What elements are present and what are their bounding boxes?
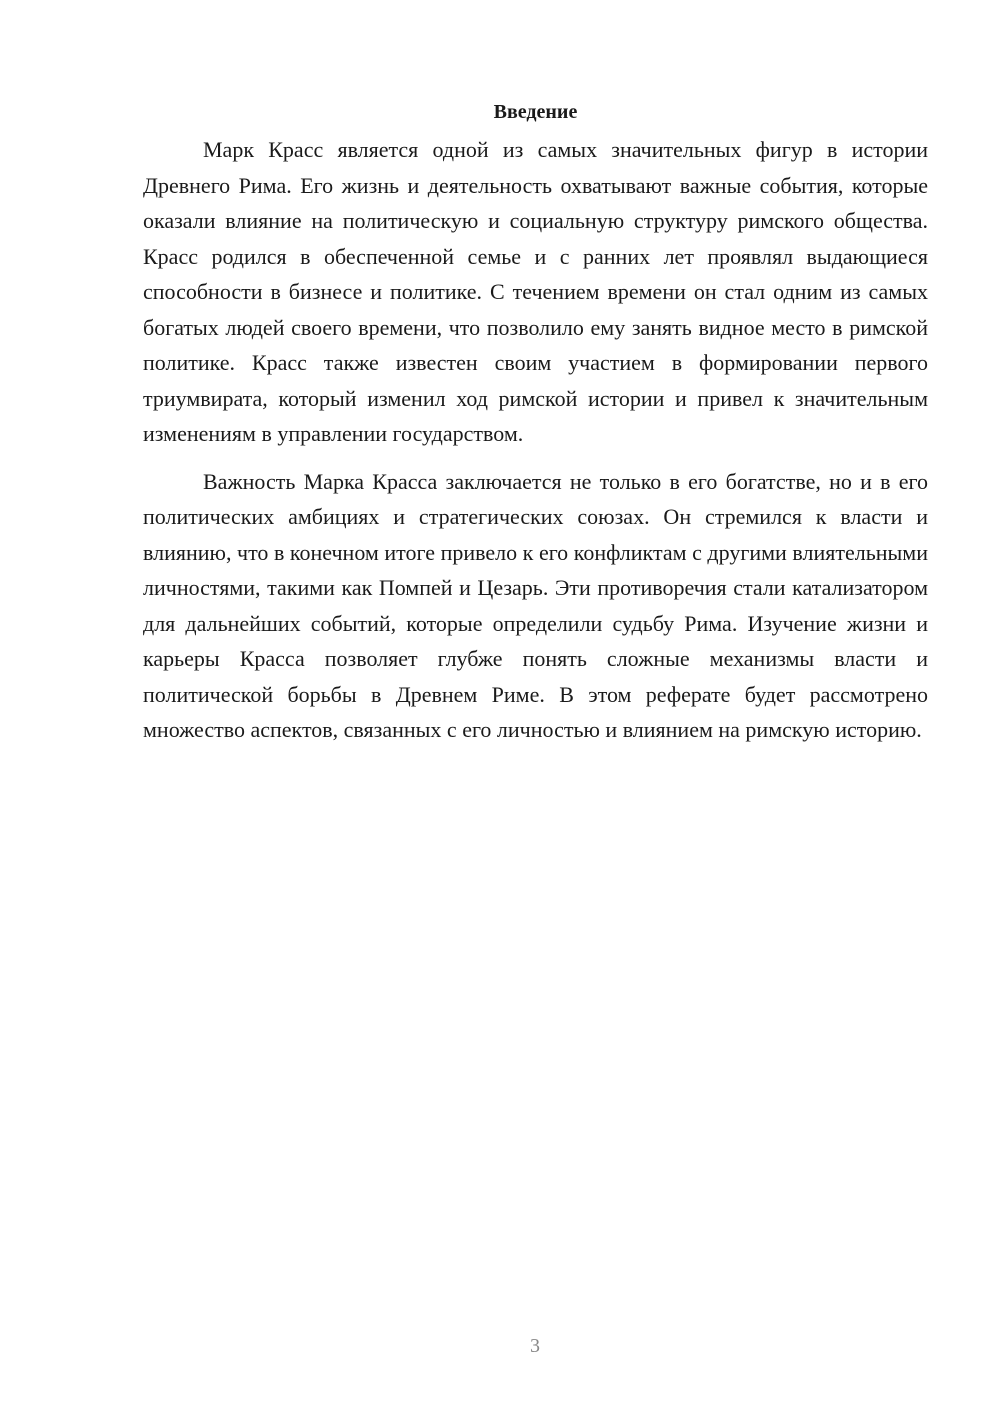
page-content [143, 98, 928, 760]
section-heading: Введение [493, 101, 578, 123]
page-number: 3 [530, 1335, 540, 1357]
paragraph-1: Марк Красс является одной из самых значительных фигур в истории Древнего Рима. Его жизнь и деятельность охватывают важные события, которые оказали влияние на политическую и социальную структуру римского общества. Красс родился в обеспеченной семье и с ранних лет проявлял выдающиеся способности в бизнесе и политике. С течением времени он стал одним из самых богатых людей своего времени, что позволило ему занять видное место в римской политике. Красс также известен своим участием в формировании первого триумвирата, который изменил ход римской истории и привел к значительным изменениям в управлении государством. [143, 137, 928, 446]
paragraph-2: Важность Марка Красса заключается не только в его богатстве, но и в его политических амбициях и стратегических союзах. Он стремился к власти и влиянию, что в конечном итоге привело к его конфликтам с другими влиятельными личностями, такими как Помпей и Цезарь. Эти противоречия стали катализатором для дальнейших событий, которые определили судьбу Рима. Изучение жизни и карьеры Красса позволяет глубже понять сложные механизмы власти и политической борьбы в Древнем Риме. В этом реферате будет рассмотрено множество аспектов, связанных с его личностью и влиянием на римскую историю. [143, 468, 928, 742]
